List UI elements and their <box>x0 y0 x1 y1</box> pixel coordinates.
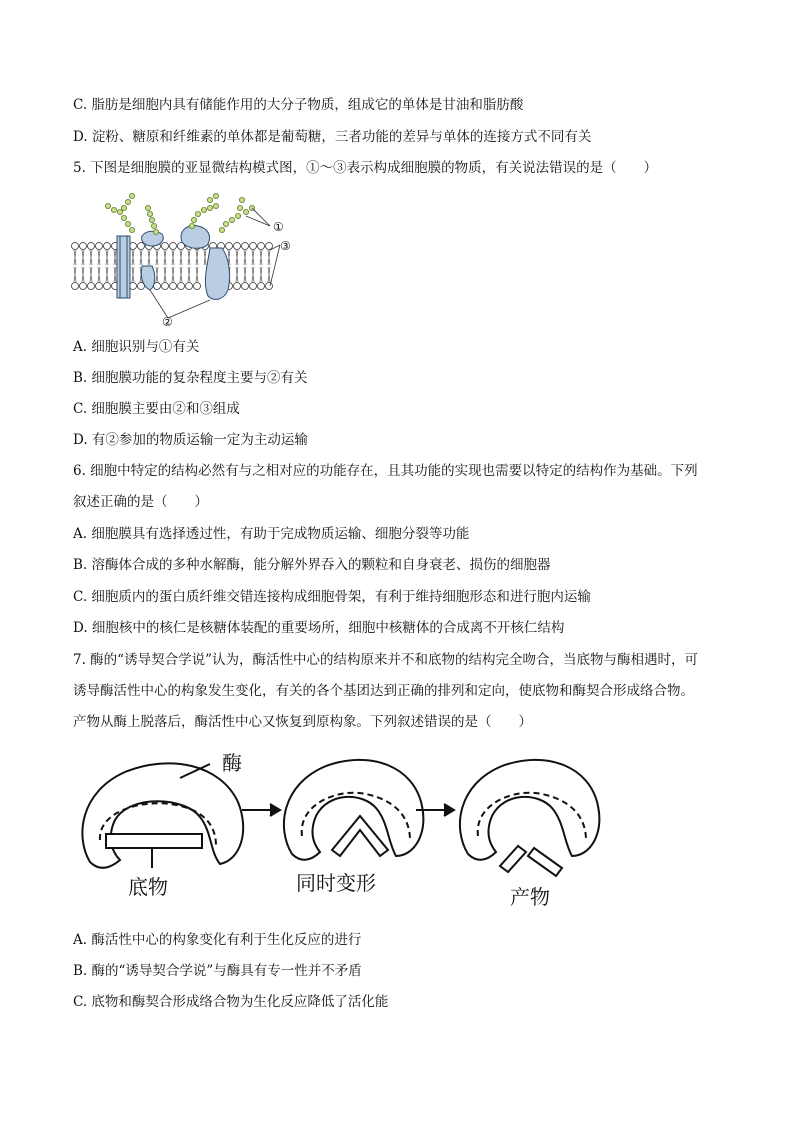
membrane-label-2: ② <box>162 315 173 329</box>
glycocalyx-chains <box>105 193 254 234</box>
product-piece-2 <box>528 848 562 876</box>
membrane-label-1: ① <box>273 220 284 234</box>
q7-stem-line1: 7. 酶的“诱导契合学说”认为，酶活性中心的结构原来并不和底物的结构完全吻合，当底物与酶相遇时，可 <box>73 652 698 668</box>
induced-fit-figure <box>70 742 630 920</box>
q5-option-c: C. 细胞膜主要由②和③组成 <box>73 401 240 417</box>
q7-stem-line3: 产物从酶上脱落后，酶活性中心又恢复到原构象。下列叙述错误的是（ ） <box>73 714 532 730</box>
product-label: 产物 <box>510 885 550 909</box>
deformed-substrate <box>332 816 388 856</box>
q7-stem-line2: 诱导酶活性中心的构象发生变化，有关的各个基团达到正确的排列和定向，使底物和酶契合形成络合物。 <box>73 683 694 699</box>
enzyme-label: 酶 <box>222 751 242 775</box>
enzyme-shape-2 <box>284 760 423 860</box>
cell-membrane-figure <box>70 190 300 330</box>
q5-stem: 5. 下图是细胞膜的亚显微结构模式图，①～③表示构成细胞膜的物质，有关说法错误的是（ ） <box>73 160 658 176</box>
q6-option-b: B. 溶酶体合成的多种水解酶，能分解外界吞入的颗粒和自身衰老、损伤的细胞器 <box>73 557 551 573</box>
product-piece-1 <box>500 846 526 872</box>
q6-option-a: A. 细胞膜具有选择透过性，有助于完成物质运输、细胞分裂等功能 <box>73 526 470 542</box>
q4-option-d: D. 淀粉、糖原和纤维素的单体都是葡萄糖，三者功能的差异与单体的连接方式不同有关 <box>73 129 592 145</box>
q6-option-d: D. 细胞核中的核仁是核糖体装配的重要场所，细胞中核糖体的合成离不开核仁结构 <box>73 620 565 636</box>
q7-option-a: A. 酶活性中心的构象变化有利于生化反应的进行 <box>73 932 362 948</box>
membrane-label-3: ③ <box>280 239 291 253</box>
q4-option-c: C. 脂肪是细胞内具有储能作用的大分子物质，组成它的单体是甘油和脂肪酸 <box>73 97 524 113</box>
q6-stem-line1: 6. 细胞中特定的结构必然有与之相对应的功能存在，且其功能的实现也需要以特定的结构作为基础。下列 <box>73 463 698 479</box>
q5-option-b: B. 细胞膜功能的复杂程度主要与②有关 <box>73 370 308 386</box>
substrate-bar <box>106 834 202 848</box>
active-site-3 <box>478 793 586 840</box>
deform-label: 同时变形 <box>296 871 376 895</box>
q7-option-c: C. 底物和酶契合形成络合物为生化反应降低了活化能 <box>73 994 389 1010</box>
q6-stem-line2: 叙述正确的是（ ） <box>73 494 208 510</box>
phospholipid-bilayer <box>72 243 273 290</box>
enzyme-shape-3 <box>460 760 599 860</box>
q6-option-c: C. 细胞质内的蛋白质纤维交错连接构成细胞骨架，有利于维持细胞形态和进行胞内运输 <box>73 589 591 605</box>
enzyme-shape-1 <box>82 763 243 867</box>
q7-option-b: B. 酶的“诱导契合学说”与酶具有专一性并不矛盾 <box>73 963 362 979</box>
q5-option-a: A. 细胞识别与①有关 <box>73 339 200 355</box>
substrate-label: 底物 <box>128 875 168 899</box>
q5-option-d: D. 有②参加的物质运输一定为主动运输 <box>73 432 308 448</box>
